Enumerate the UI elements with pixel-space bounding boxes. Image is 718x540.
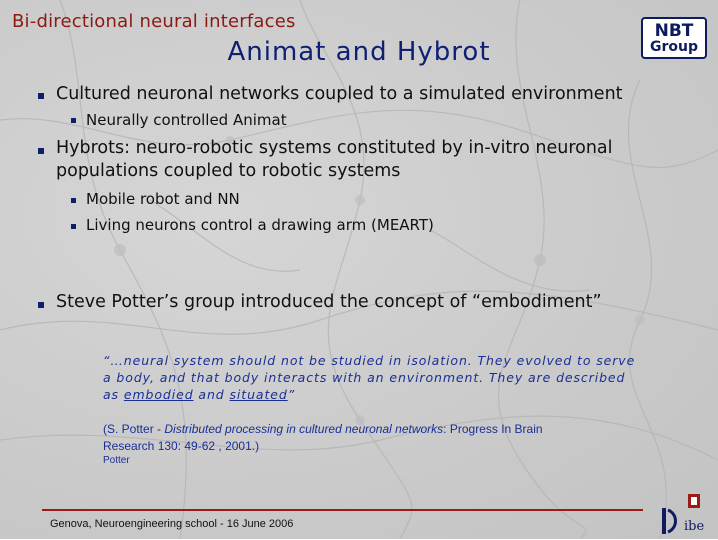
quote-line3-end: ” xyxy=(287,387,296,402)
footer-rule xyxy=(42,509,643,511)
bullet-1-text: Cultured neuronal networks coupled to a simulated environment xyxy=(56,84,623,104)
quote-line3-prefix: as xyxy=(103,387,124,402)
citation-line1 xyxy=(103,421,643,438)
bullet-3-text: Steve Potter’s group introduced the concept of “embodiment” xyxy=(56,292,602,312)
citation xyxy=(103,421,643,455)
citation-title: Distributed processing in cultured neuronal networks xyxy=(164,422,444,436)
bullet-2-text-line1: Hybrots: neuro-robotic systems constituted by in-vitro neuronal xyxy=(56,138,613,158)
sub-bullet-marker xyxy=(71,118,76,123)
logo-line2: Group xyxy=(649,39,698,55)
quote-line2: a body, and that body interacts with an environment. They are described xyxy=(103,370,626,385)
logo-line1: NBT xyxy=(654,21,694,41)
section-title: Bi-directional neural interfaces xyxy=(12,11,296,32)
bullet-2-text-line2: populations coupled to robotic systems xyxy=(56,161,401,181)
footer-text: Genova, Neuroengineering school - 16 June 2006 xyxy=(50,518,294,530)
quote-line1: “…neural system should not be studied in isolation. They evolved to serve xyxy=(103,353,636,368)
bullet-marker xyxy=(38,302,44,308)
dibe-logo xyxy=(658,492,710,536)
nbt-group-logo xyxy=(641,17,707,59)
bullet-marker xyxy=(38,148,44,154)
bullet-marker xyxy=(38,93,44,99)
bullet-2-sub-1: Mobile robot and NN xyxy=(86,190,240,208)
svg-text:ibe: ibe xyxy=(684,519,705,534)
sub-bullet-marker xyxy=(71,198,76,203)
citation-author: Potter xyxy=(103,455,130,466)
potter-quote xyxy=(103,352,643,403)
sub-bullet-marker xyxy=(71,224,76,229)
slide-title: Animat and Hybrot xyxy=(227,37,491,67)
quote-word-situated: situated xyxy=(229,387,288,402)
quote-line3 xyxy=(103,386,643,403)
bullet-2-sub-2: Living neurons control a drawing arm (MEART) xyxy=(86,216,434,234)
citation-rest: : Progress In Brain xyxy=(443,422,543,436)
citation-open: (S. Potter - xyxy=(103,422,165,436)
bullet-1-sub-1: Neurally controlled Animat xyxy=(86,111,287,129)
quote-line3-mid: and xyxy=(193,387,230,402)
quote-word-embodied: embodied xyxy=(123,387,194,402)
citation-line2: Research 130: 49-62 , 2001.) xyxy=(103,439,260,453)
